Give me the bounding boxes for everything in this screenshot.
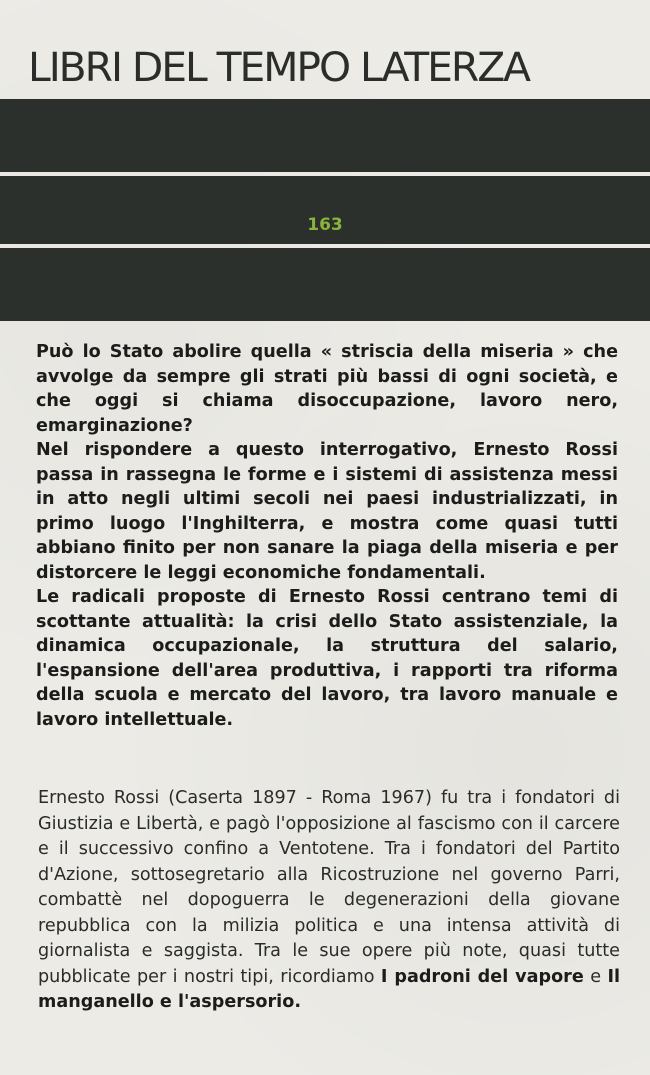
- end-punctuation: .: [294, 992, 301, 1012]
- work-title-1: I padroni del vapore: [380, 966, 584, 987]
- blurb: [36, 340, 618, 732]
- bottom-band: [0, 248, 650, 321]
- top-band: [0, 99, 650, 172]
- blurb-paragraph: Nel rispondere a questo interrogativo, Ernesto Rossi passa in rassegna le forme e i sistemi di assistenza messi in atto negli ultimi secoli nei paesi industrializzati, in primo luogo l'Inghilterra, e mostra come quasi tutti abbiano finito per non sanare la piaga della miseria e per distorcere le leggi economiche fondamentali.: [36, 440, 618, 583]
- author-bio-text: Ernesto Rossi (Caserta 1897 - Roma 1967) fu tra i fondatori di Giustizia e Libertà, e pagò l'opposizione al fascismo con il carcere e il successivo confino a Ventotene. Tra i fondatori del Partito d'Azione, sottosegretario alla Ricostruzione nel governo Parri, combattè nel dopoguerra le degenerazioni della giovane repubblica con la milizia politica e una intensa attività di giornalista e saggista. Tra le sue opere più note, quasi tutte pubblicate per i nostri tipi, ricordiamo: [38, 788, 620, 987]
- volume-number: 163: [307, 215, 343, 235]
- blurb-paragraph: Può lo Stato abolire quella « striscia della miseria » che avvolge da sempre gli strati più bassi di ogni società, e che oggi si chiama disoccupazione, lavoro nero, emarginazione?: [36, 342, 618, 436]
- conjunction: e: [590, 966, 602, 987]
- work-title-2: Il manganello e l'aspersorio: [38, 966, 621, 1012]
- author-bio: [38, 786, 620, 1016]
- blurb-paragraph: Le radicali proposte di Ernesto Rossi centrano temi di scottante attualità: la crisi dello Stato assistenziale, la dinamica occupazionale, la struttura del salario, l'espansione dell'area produttiva, i rapporti tra riforma della scuola e mercato del lavoro, tra lavoro manuale e lavoro intellettuale.: [36, 587, 618, 730]
- series-title: LIBRI DEL TEMPO LATERZA: [28, 45, 529, 91]
